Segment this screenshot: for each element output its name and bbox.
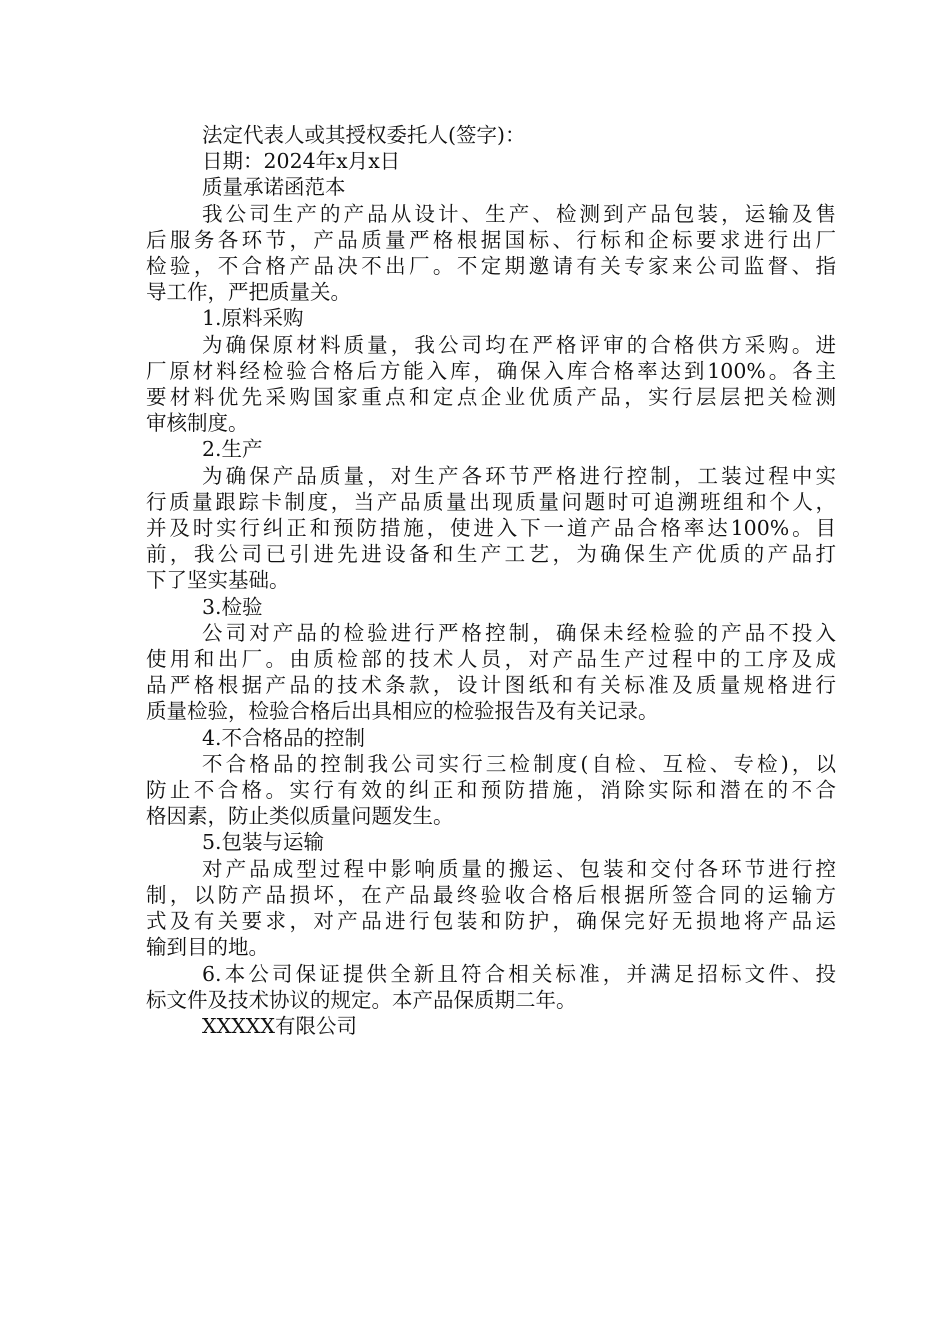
paragraph-line: 审核制度。	[146, 411, 249, 436]
paragraph-line: 品严格根据产品的技术条款，设计图纸和有关标准及质量规格进行	[146, 673, 836, 698]
paragraph-line: 下了坚实基础。	[146, 568, 290, 593]
section-heading: 3.检验	[202, 594, 263, 619]
section-paragraph	[146, 332, 836, 437]
section-paragraph	[146, 751, 836, 830]
section-heading: 4.不合格品的控制	[202, 725, 366, 750]
section-paragraph	[146, 856, 836, 961]
paragraph-line: 不合格品的控制我公司实行三检制度(自检、互检、专检)，以	[202, 751, 836, 776]
paragraph-line: 质量检验，检验合格后出具相应的检验报告及有关记录。	[146, 699, 659, 724]
company-name: XXXXX有限公司	[202, 1013, 357, 1038]
paragraph-line: 公司对产品的检验进行严格控制，确保未经检验的产品不投入	[202, 620, 836, 645]
paragraph-line: 制，以防产品损坏，在产品最终验收合格后根据所签合同的运输方	[146, 882, 836, 907]
closing-paragraph	[146, 961, 836, 1013]
paragraph-line: 要材料优先采购国家重点和定点企业优质产品，实行层层把关检测	[146, 385, 836, 410]
paragraph-line: 输到目的地。	[146, 935, 269, 960]
paragraph-line: 为确保原材料质量，我公司均在严格评审的合格供方采购。进	[202, 332, 836, 357]
paragraph-line: 使用和出厂。由质检部的技术人员，对产品生产过程中的工序及成	[146, 647, 836, 672]
paragraph-line: 导工作，严把质量关。	[146, 280, 351, 305]
paragraph-line: 厂原材料经检验合格后方能入库，确保入库合格率达到100%。各主	[146, 358, 836, 383]
section-heading: 2.生产	[202, 437, 263, 462]
paragraph-line: 格因素，防止类似质量问题发生。	[146, 804, 454, 829]
paragraph-line: 并及时实行纠正和预防措施，使进入下一道产品合格率达100%。目	[146, 516, 836, 541]
paragraph-line: 检验，不合格产品决不出厂。不定期邀请有关专家来公司监督、指	[146, 254, 836, 279]
paragraph-line: 行质量跟踪卡制度，当产品质量出现质量问题时可追溯班组和个人，	[146, 489, 836, 514]
paragraph-line: 为确保产品质量，对生产各环节严格进行控制，工装过程中实	[202, 463, 836, 488]
paragraph-line: 对产品成型过程中影响质量的搬运、包装和交付各环节进行控	[202, 856, 836, 881]
signature-label: 法定代表人或其授权委托人(签字)：	[202, 123, 526, 147]
document-page	[146, 122, 836, 1039]
paragraph-line: 前，我公司已引进先进设备和生产工艺，为确保生产优质的产品打	[146, 542, 836, 567]
date-line: 日期：2024年x月x日	[202, 149, 401, 174]
section-heading: 1.原料采购	[202, 306, 304, 331]
document-title: 质量承诺函范本	[202, 175, 346, 200]
paragraph-line: 防止不合格。实行有效的纠正和预防措施，消除实际和潜在的不合	[146, 778, 836, 803]
section-paragraph	[146, 620, 836, 725]
paragraph-line: 后服务各环节，产品质量严格根据国标、行标和企标要求进行出厂	[146, 227, 836, 252]
paragraph-line: 标文件及技术协议的规定。本产品保质期二年。	[146, 987, 577, 1012]
section-heading: 5.包装与运输	[202, 830, 325, 855]
paragraph-line: 式及有关要求，对产品进行包装和防护，确保完好无损地将产品运	[146, 909, 836, 934]
paragraph-line: 6.本公司保证提供全新且符合相关标准，并满足招标文件、投	[202, 961, 836, 986]
section-paragraph	[146, 463, 836, 594]
intro-paragraph	[146, 201, 836, 306]
paragraph-line: 我公司生产的产品从设计、生产、检测到产品包装，运输及售	[202, 201, 836, 226]
